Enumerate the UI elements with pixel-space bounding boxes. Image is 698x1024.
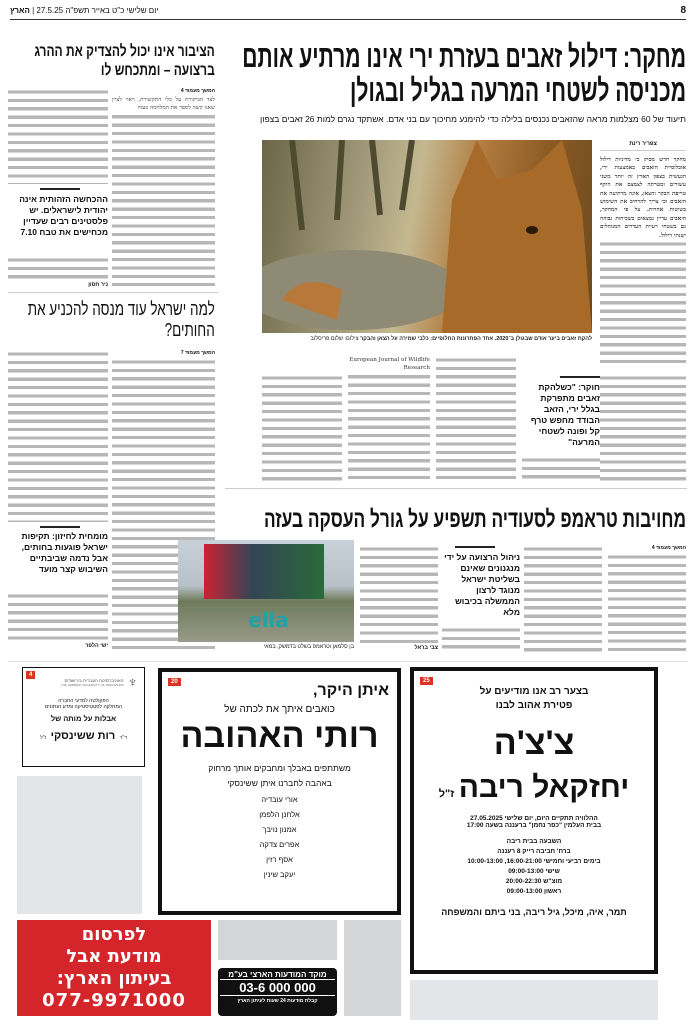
lead-subhead: תיעוד של 60 מצלמות מראה שהזאבים נכנסים בלילה כדי להימנע מחיכוך עם בני אדם. אשתקד נגרם למות 26 זאבים בצפון: [260, 114, 686, 124]
lead-col: [436, 356, 516, 482]
huji-emblem-icon: ♆: [127, 674, 138, 690]
lead-headline: מחקר: דילול זאבים בעזרת ירי אינו מרתיע אותם מכניסה לשטחי המרעה בגליל ובגולן: [242, 39, 687, 108]
opinion2-byline: ישי הלפר: [85, 643, 108, 649]
lead-caption: [262, 336, 592, 343]
deceased-name: רותי האהובה: [180, 717, 379, 755]
ad-placeholder: [410, 980, 658, 1020]
center-note: קבלת מודעות 24 שעות לעיתון הארץ: [237, 998, 318, 1004]
shiva-line: ברח' חביבה רייק 8 רעננה: [497, 848, 571, 855]
org-name: האוניברסיטה העברית בירושלים: [64, 677, 124, 683]
divider: [455, 546, 495, 548]
huji-logo: [23, 674, 144, 690]
journal-name: European Journal of Wildlife Research: [349, 357, 430, 372]
second-jump: המשך מעמוד 4: [651, 545, 686, 551]
opinion1-jump: המשך מעמוד 4: [180, 88, 215, 94]
ad-placeholder: [218, 920, 337, 960]
title: ד"ר: [119, 735, 127, 741]
notice-line: בצער רב אנו מודיעים על: [479, 686, 589, 697]
second-col: [524, 545, 602, 653]
dept-line: הפקולטה למדעי החברה: [58, 698, 109, 704]
opinion2-jump: המשך מעמוד 7: [180, 350, 215, 356]
lead-intro-text: מחקר חדש מסיק כי מדיניות דילול אוכלוסיית הזאבים באמצעות ירי, הנעשית בצפון הארץ זה יותר משני עשורים ומטרתה לצמצם את היקף טריפת הבקר והצאן, אינה מרתיעה את הזאבים וכי צריך להרחיב את השימוש בשיטות אחרות. על פי המחקר, הזאבים עדיין נמצאים בשכיחות גבוהה גם בשטחי רעיית העדרים המנוהלים ישנתי דילול.: [600, 157, 686, 239]
deceased-nickname: צ'צ'ה: [493, 724, 575, 762]
opinion2-col: [8, 350, 108, 522]
wolf-photo: [262, 140, 592, 333]
wolf-illustration: [262, 140, 592, 333]
opinion1-headline: הציבור אינו יכול להצדיק את ההרג ברצועה – ומתכחש לו: [34, 43, 215, 79]
lead-col: [600, 374, 686, 482]
family-signature: תמר, איה, מיכל, גיל ריבה, בני ביתם והמשפחה: [441, 907, 627, 917]
funeral-line: ההלוויה תתקיים היום, יום שלישי 27.05.2025: [470, 815, 598, 822]
shiva-line: בימים רביעי וחמישי 16:00-21:00, 10:00-13:00: [467, 858, 601, 865]
signer: אמנון נויבך: [262, 825, 297, 834]
promo-line: מודעת אבל: [66, 946, 162, 967]
org-name-en: THE HEBREW UNIVERSITY OF JERUSALEM: [60, 682, 124, 687]
divider: [8, 292, 218, 293]
notice-line: באהבה לחברנו איתן ששינסקי: [227, 778, 332, 788]
divider: [40, 188, 80, 190]
name-text: יחזקאל ריבה: [458, 771, 630, 804]
signer: אפרים צדקה: [259, 840, 300, 849]
opinion2-col: [8, 592, 108, 640]
dateline: יום שלישי כ"ט באייר תשפ"ה 27.5.25 | הארץ: [10, 6, 159, 15]
name-text: רות ששינסקי: [50, 730, 116, 742]
center-phone: 03-6 000 000: [220, 979, 335, 996]
death-notice-ruti: [158, 668, 401, 915]
promo-line: לפרסום: [81, 924, 147, 945]
second-col: [360, 545, 438, 643]
opinion2-headline: למה ישראל עוד מנסה להכניע את החותים?: [27, 299, 215, 340]
shiva-details: [414, 837, 654, 897]
opinion1-subhead: ההכחשה הזהותית אינה יהודית לישראלים. יש פלסטינים רבים שעדיין מכחישים את טבח 7.10: [19, 194, 108, 237]
ad-badge: 25: [420, 677, 433, 685]
signer: אסף רזין: [266, 855, 293, 864]
divider: [40, 526, 80, 528]
promo-ad[interactable]: [17, 920, 211, 1016]
opinion1-col: [112, 96, 215, 286]
opinion2-subhead: מומחית לחיזון: תקיפות ישראל פוגעות בחותים, אבל נדמה שביבתיים השיבוש קצר מועד: [21, 531, 108, 574]
death-notice-huji: [22, 667, 145, 767]
divider: [225, 488, 687, 489]
caption-text: להקת זאבים ביער אודם שבגולן ב־2020. אחד הפתרונות החלופיים: כלבי שמירה על הצאן והבקר: [360, 336, 592, 342]
shiva-line: מוצ"ש 20:00-22:30: [505, 878, 563, 885]
signer: אלחנן הלפמן: [259, 810, 300, 819]
notice-line: משתתפים באבלך ומחבקים אותך מרחוק: [208, 763, 351, 773]
date-text: יום שלישי כ"ט באייר תשפ"ה 27.5.25: [36, 6, 159, 15]
center-title: מוקד המודעות הארצי בע"מ: [228, 970, 327, 979]
deceased-name: [414, 771, 654, 805]
second-subhead: ניהול הרצועה על ידי מנגנונים שאינם בשליטת ישראל מנוגד לרצון הממשלה בכיבוש מלא: [444, 552, 520, 617]
billboard-photo: [178, 540, 354, 642]
deceased-name: [23, 726, 144, 744]
ad-badge: 20: [168, 678, 181, 686]
ad-placeholder: [17, 776, 142, 914]
pullquote-text: חוקר: "כשלהקת זאבים מתפרקת בגלל ירי, הזאב הבודד מחפש טרף קל ופונה לשטחי המרעה": [530, 381, 600, 447]
lead-pullquote: [522, 376, 600, 448]
shiva-line: השבעה בבית ריבה: [506, 838, 562, 845]
shiva-line: שישי 09:00-13:00: [508, 868, 560, 875]
death-notice-riba: [410, 667, 658, 974]
opinion1-snippet: לצד הביקורת על כלי התקשורת, ראוי לציין שאנו קשה לספר את המלחמה בעזה: [112, 97, 215, 112]
lead-col: [262, 374, 342, 482]
lead-col: [522, 456, 600, 482]
second-col: [442, 626, 520, 653]
promo-phone: 077-9971000: [42, 990, 186, 1011]
page-number: 8: [680, 5, 686, 16]
opinion1-col: [8, 88, 108, 184]
ad-badge: 4: [26, 671, 35, 679]
funeral-line: בבית העלמין "כפר נחמן" ברעננה בשעה 17:00: [466, 822, 602, 829]
second-col: [608, 553, 686, 653]
notice-line: איתן היקר,: [313, 682, 389, 699]
promo-line: בעיתון הארץ:: [56, 968, 172, 989]
divider: [8, 661, 688, 662]
second-byline: צבי בראל: [414, 645, 438, 651]
signer: אורי עובדיה: [261, 795, 298, 804]
signer: יעקב שינין: [263, 870, 296, 879]
billboard: [204, 544, 324, 599]
signers: [162, 792, 397, 882]
page-header: [10, 6, 686, 20]
name-suffix: ז"ל: [40, 735, 47, 741]
notice-line: כואבים איתך את לכתה של: [224, 704, 335, 715]
lead-byline: צפריר רינת: [600, 141, 686, 151]
lead-col: [348, 356, 430, 482]
paper-name: הארץ: [10, 6, 30, 15]
second-headline: מחויבות טראמפ לסעודיה תשפיע על גורל העסקה בעזה: [263, 506, 686, 533]
lead-intro: [600, 156, 686, 366]
billboard-logo: ella: [248, 608, 289, 632]
photo-credit: צילום: שלום פריסלוב: [310, 336, 359, 342]
opinion1-col: [8, 256, 108, 280]
notice-line: פטירת אהוב לבנו: [495, 700, 573, 711]
notice-line: אבלות על מותה של: [50, 714, 117, 723]
shiva-line: ראשון 09:00-13:00: [506, 888, 562, 895]
opinion1-byline: ניר חסון: [88, 282, 108, 288]
ad-placeholder: [344, 920, 401, 1016]
dept-line: המחלקה לסטטיסטיקה ומדע הנתונים: [44, 704, 123, 710]
second-caption: בן סלמאן וטראמפ בשלט בדמשק, במאי: [263, 644, 354, 650]
name-suffix: ז"ל: [438, 788, 455, 800]
ad-center-box: [218, 968, 337, 1016]
